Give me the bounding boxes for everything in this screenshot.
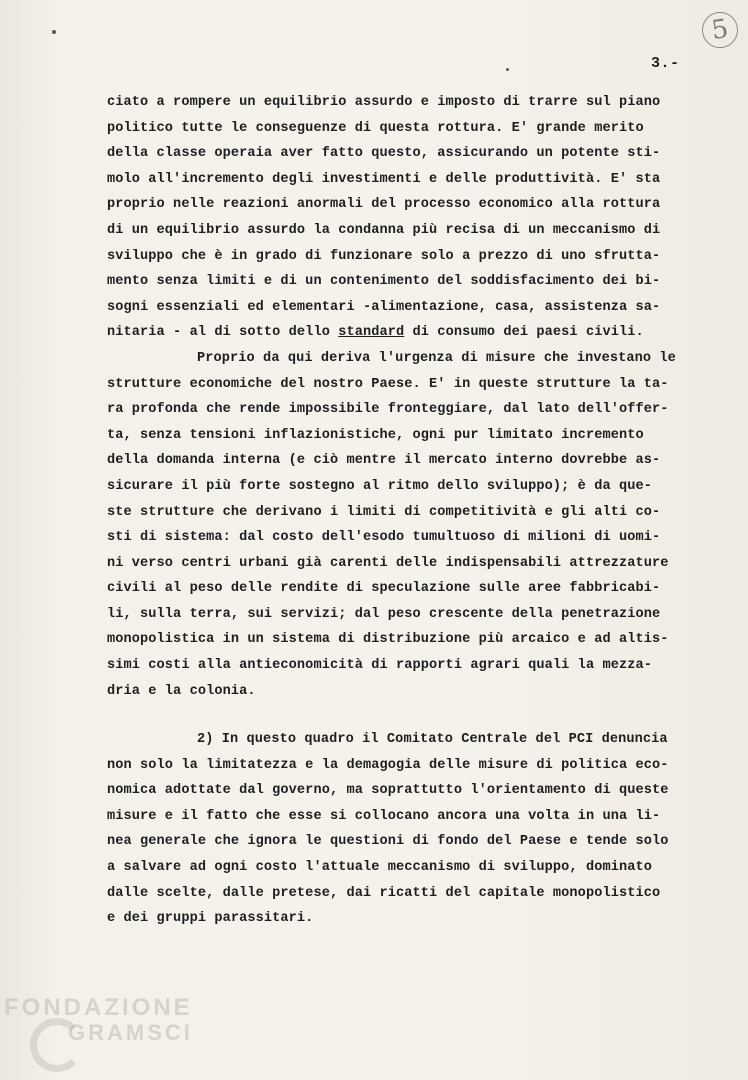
text-line: ste strutture che derivano i limiti di competitività e gli alti co- (107, 504, 661, 520)
text-line (107, 320, 707, 346)
text-line: ra profonda che rende impossibile fronteggiare, dal lato dell'offer- (107, 402, 669, 418)
text-line: ni verso centri urbani già carenti delle indispensabili attrezzature (107, 555, 669, 571)
page-number: 3.- (651, 55, 680, 72)
text-line: sti di sistema: dal costo dell'esodo tumultuoso di milioni di uomi- (107, 530, 661, 546)
text-line: ta, senza tensioni inflazionistiche, ogni pur limitato incremento (107, 427, 644, 443)
underlined-word: standard (338, 325, 405, 341)
text-fragment: di consumo dei paesi civili. (404, 325, 644, 341)
text-line: della domanda interna (e ciò mentre il mercato interno dovrebbe as- (107, 453, 661, 469)
text-line: strutture economiche del nostro Paese. E' in queste strutture la ta- (107, 376, 669, 392)
archive-page-mark: 5 (700, 10, 741, 51)
body-text-upper (107, 90, 707, 704)
text-line: monopolistica in un sistema di distribuzione più arcaico e ad altis- (107, 632, 669, 648)
body-text-lower (107, 727, 707, 932)
text-fragment: nitaria - al di sotto dello (107, 325, 339, 341)
text-line: sicurare il più forte sostegno al ritmo dello sviluppo); è da que- (107, 478, 652, 494)
text-line: misure e il fatto che esse si collocano ancora una volta in una li- (107, 808, 661, 824)
punch-mark (52, 30, 56, 34)
text-line: sogni essenziali ed elementari -alimentazione, casa, assistenza sa- (107, 299, 661, 315)
text-line: dalle scelte, dalle pretese, dai ricatti del capitale monopolistico (107, 885, 661, 901)
text-line: simi costi alla antieconomicità di rapporti agrari quali la mezza- (107, 658, 652, 674)
text-line: Proprio da qui deriva l'urgenza di misure che investano le (197, 350, 676, 366)
text-line: sviluppo che è in grado di funzionare solo a prezzo di uno sfrutta- (107, 248, 661, 264)
text-line: nomica adottate dal governo, ma soprattutto l'orientamento di queste (107, 783, 669, 799)
text-line: a salvare ad ogni costo l'attuale meccanismo di sviluppo, dominato (107, 859, 652, 875)
text-line: ciato a rompere un equilibrio assurdo e imposto di trarre sul piano (107, 95, 661, 110)
text-line: e dei gruppi parassitari. (107, 911, 314, 927)
text-line: mento senza limiti e di un contenimento del soddisfacimento dei bi- (107, 274, 661, 290)
text-line: molo all'incremento degli investimenti e delle produttività. E' sta (107, 171, 661, 187)
text-line: civili al peso delle rendite di speculazione sulle aree fabbricabi- (107, 581, 661, 597)
text-line: proprio nelle reazioni anormali del processo economico alla rottura (107, 197, 661, 213)
watermark-line2: GRAMSCI (68, 1020, 193, 1045)
speck-mark (506, 68, 509, 71)
text-line: dria e la colonia. (107, 683, 256, 699)
text-line: non solo la limitatezza e la demagogia delle misure di politica eco- (107, 757, 669, 773)
text-line: 2) In questo quadro il Comitato Centrale del PCI denuncia (197, 732, 668, 747)
text-line: di un equilibrio assurdo la condanna più recisa di un meccanismo di (107, 222, 661, 238)
text-line: li, sulla terra, sui servizi; dal peso crescente della penetrazione (107, 606, 661, 622)
text-line: politico tutte le conseguenze di questa rottura. E' grande merito (107, 120, 644, 136)
archive-watermark (4, 994, 204, 1080)
watermark-line1: FONDAZIONE (4, 994, 193, 1021)
text-line: nea generale che ignora le questioni di fondo del Paese e tende solo (107, 834, 669, 850)
text-line: della classe operaia aver fatto questo, assicurando un potente sti- (107, 146, 661, 162)
